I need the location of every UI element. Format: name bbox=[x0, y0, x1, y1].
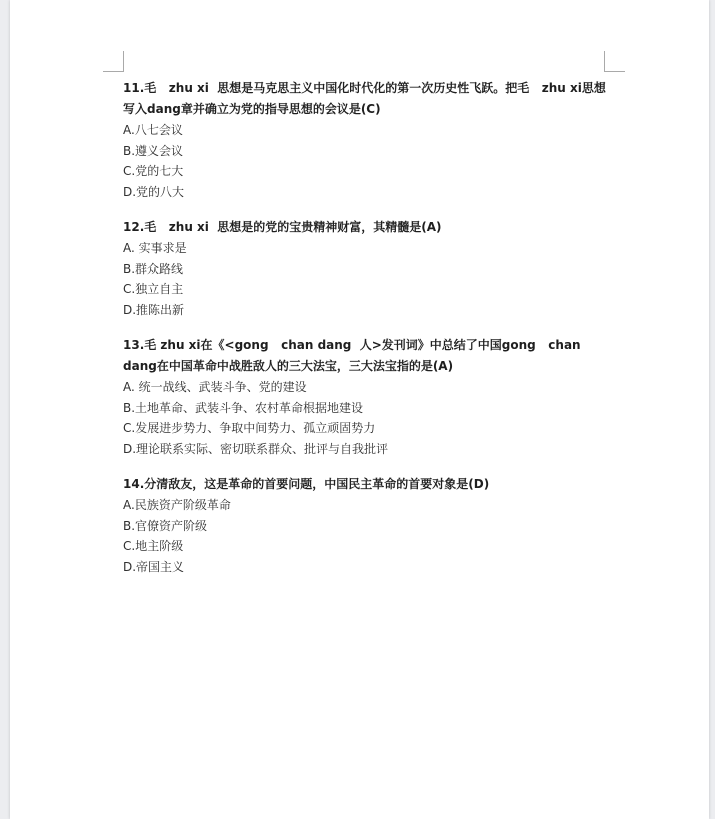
question-title: 11.毛 zhu xi 思想是马克思主义中国化时代化的第一次历史性飞跃。把毛 zhu xi思想写入dang章并确立为党的指导思想的会议是(C) bbox=[123, 81, 606, 116]
question-title: 13.毛 zhu xi在《<gong chan dang 人>发刊词》中总结了中国gong chan dang在中国革命中战胜敌人的三大法宝，三大法宝指的是(A) bbox=[123, 338, 585, 373]
option-a: A.民族资产阶级革命 bbox=[123, 498, 231, 512]
question-title: 14.分清敌友，这是革命的首要问题，中国民主革命的首要对象是(D) bbox=[123, 477, 490, 491]
question-12 bbox=[123, 217, 613, 320]
option-d: D.帝国主义 bbox=[123, 559, 185, 574]
option-c: C.独立自主 bbox=[123, 282, 184, 296]
option-d: D.推陈出新 bbox=[123, 302, 185, 317]
option-d: D.党的八大 bbox=[123, 184, 185, 199]
question-11 bbox=[123, 78, 613, 202]
option-a: A. 实事求是 bbox=[123, 241, 187, 255]
option-c: C.发展进步势力、争取中间势力、孤立顽固势力 bbox=[123, 421, 376, 435]
option-b: B.遵义会议 bbox=[123, 143, 184, 158]
document-page bbox=[10, 0, 709, 819]
question-13 bbox=[123, 335, 613, 459]
margin-corner-top-right bbox=[604, 51, 625, 72]
option-c: C.地主阶级 bbox=[123, 539, 184, 553]
option-a: A.八七会议 bbox=[123, 123, 183, 137]
option-b: B.土地革命、武装斗争、农村革命根据地建设 bbox=[123, 400, 364, 415]
question-14 bbox=[123, 474, 613, 577]
document-body bbox=[123, 78, 613, 592]
option-c: C.党的七大 bbox=[123, 164, 184, 178]
option-a: A. 统一战线、武装斗争、党的建设 bbox=[123, 380, 307, 394]
margin-corner-top-left bbox=[103, 51, 124, 72]
question-title: 12.毛 zhu xi 思想是的党的宝贵精神财富，其精髓是(A) bbox=[123, 220, 442, 234]
option-b: B.官僚资产阶级 bbox=[123, 518, 208, 533]
option-b: B.群众路线 bbox=[123, 261, 184, 276]
option-d: D.理论联系实际、密切联系群众、批评与自我批评 bbox=[123, 441, 389, 456]
